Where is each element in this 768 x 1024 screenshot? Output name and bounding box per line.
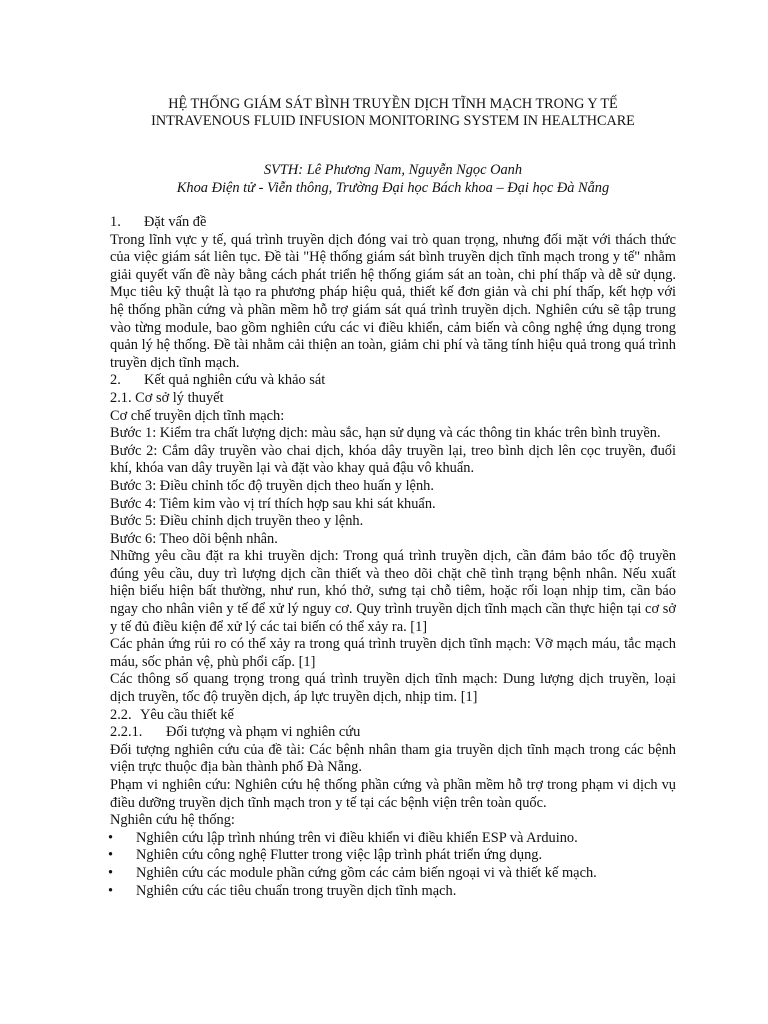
document-body: [110, 214, 676, 900]
section-2-title: Kết quả nghiên cứu và khảo sát: [144, 372, 326, 389]
title-english: INTRAVENOUS FLUID INFUSION MONITORING SYSTEM IN HEALTHCARE: [151, 113, 635, 129]
system-intro: Nghiên cứu hệ thống:: [110, 812, 235, 829]
section-2-heading: [110, 372, 676, 390]
section-2-1-heading: 2.1. Cơ sở lý thuyết: [110, 389, 224, 406]
section-2-2-1-number: 2.2.1.: [110, 724, 143, 741]
section-1-title: Đặt vấn đề: [144, 214, 207, 230]
mechanism-intro: Cơ chế truyền dịch tĩnh mạch:: [110, 407, 285, 424]
section-2-2-heading: [110, 707, 676, 725]
bullet-icon: •: [108, 864, 114, 881]
list-item: • Nghiên cứu lập trình nhúng trên vi điều khiển vi điều khiển ESP và Arduino.: [108, 829, 578, 846]
bullet-icon: •: [108, 847, 114, 864]
step-1: Bước 1: Kiểm tra chất lượng dịch: màu sắc, hạn sử dụng và các thông tin khác trên bình truyền.: [110, 425, 661, 442]
parameters-paragraph: Các thông số quang trọng trong quá trình truyền dịch tĩnh mạch: Dung lượng dịch truyền, loại dịch truyền, tốc độ truyền dịch, áp lực truyền dịch, nhịp tim. [1]: [110, 671, 676, 706]
step-2: Bước 2: Cắm dây truyền vào chai dịch, khóa dây truyền lại, treo bình dịch lên cọc truyền, đuổi khí, khóa van dây truyền lại và đặt vào khay quả đậu vô khuẩn.: [110, 442, 676, 477]
list-item: • Nghiên cứu công nghệ Flutter trong việc lập trình phát triển ứng dụng.: [108, 847, 543, 864]
section-1-paragraph: Trong lĩnh vực y tế, quá trình truyền dịch đóng vai trò quan trọng, nhưng đối mặt với thách thức của việc giám sát liên tục. Đề tài "Hệ thống giám sát bình truyền dịch tĩnh mạch trong y tế" nhằm giải quyết vấn đề này bằng cách phát triển hệ thống giám sát an toàn, chi phí thấp và dễ sử dụng. Mục tiêu kỹ thuật là tạo ra phương pháp hiệu quả, thiết kế đơn giản và chi phí thấp, kết hợp với hệ thống phần cứng và phần mềm hỗ trợ giám sát quá trình truyền dịch. Nghiên cứu sẽ tập trung vào từng module, bao gồm nghiên cứu các vi điều khiển, cảm biến và công nghệ ứng dụng trong quản lý hệ thống. Đề tài nhằm cải thiện an toàn, giảm chi phí và tăng tính hiệu quả trong quá trình truyền dịch tĩnh mạch.: [110, 231, 676, 371]
scope-paragraph: Phạm vi nghiên cứu: Nghiên cứu hệ thống phần cứng và phần mềm hỗ trợ trong phạm vi dịch vụ điều dưỡng truyền dịch tĩnh mạch tron y tế tại các bệnh viện trên toàn quốc.: [110, 777, 676, 811]
section-2-2-1-heading: [110, 724, 676, 742]
title-vietnamese: HỆ THỐNG GIÁM SÁT BÌNH TRUYỀN DỊCH TĨNH MẠCH TRONG Y TẾ: [168, 96, 618, 112]
list-item: • Nghiên cứu các tiêu chuẩn trong truyền dịch tĩnh mạch.: [108, 882, 457, 899]
section-1-heading: [110, 214, 676, 232]
section-2-number: 2.: [110, 372, 121, 389]
author-affiliation: Khoa Điện tử - Viễn thông, Trường Đại học Bách khoa – Đại học Đà Nẵng: [176, 180, 610, 196]
step-4: Bước 4: Tiêm kim vào vị trí thích hợp sau khi sát khuẩn.: [110, 495, 436, 512]
author-block: [110, 161, 676, 197]
bullet-icon: •: [108, 882, 114, 899]
step-6: Bước 6: Theo dõi bệnh nhân.: [110, 530, 278, 547]
research-bullet-list: [110, 830, 676, 900]
section-2-2-title: Yêu cầu thiết kế: [140, 706, 234, 723]
step-3: Bước 3: Điều chỉnh tốc độ truyền dịch theo huấn y lệnh.: [110, 477, 434, 494]
bullet-icon: •: [108, 829, 114, 846]
section-2-2-1-title: Đối tượng và phạm vi nghiên cứu: [166, 724, 361, 741]
list-item: • Nghiên cứu các module phần cứng gồm các cảm biến ngoại vi và thiết kế mạch.: [108, 864, 597, 881]
section-2-2-number: 2.2.: [110, 706, 132, 723]
step-5: Bước 5: Điều chỉnh dịch truyền theo y lệnh.: [110, 513, 364, 530]
requirements-paragraph: Những yêu cầu đặt ra khi truyền dịch: Trong quá trình truyền dịch, cần đảm bảo tốc độ truyền đúng yêu cầu, duy trì lượng dịch cần thiết và theo dõi chặt chẽ tình trạng bệnh nhân. Nếu xuất hiện biểu hiện bất thường, như run, khó thở, sưng tại chỗ tiêm, hoặc rối loạn nhịp tim, cần báo ngay cho nhân viên y tế để xử lý nguy cơ. Quy trình truyền dịch tĩnh mạch cần thực hiện tại cơ sở y tế đủ điều kiện để xử lý các tai biến có thể xảy ra. [1]: [110, 548, 676, 635]
section-1-number: 1.: [110, 214, 121, 230]
author-names: SVTH: Lê Phương Nam, Nguyễn Ngọc Oanh: [263, 162, 523, 178]
subjects-paragraph: Đối tượng nghiên cứu của đề tài: Các bệnh nhân tham gia truyền dịch tĩnh mạch trong các bệnh viện trực thuộc địa bàn thành phố Đà Nẵng.: [110, 741, 676, 776]
risks-paragraph: Các phản ứng rủi ro có thể xảy ra trong quá trình truyền dịch tĩnh mạch: Vỡ mạch máu, tắc mạch máu, sốc phản vệ, phù phổi cấp. [1]: [110, 636, 676, 670]
document-page: [110, 96, 676, 900]
